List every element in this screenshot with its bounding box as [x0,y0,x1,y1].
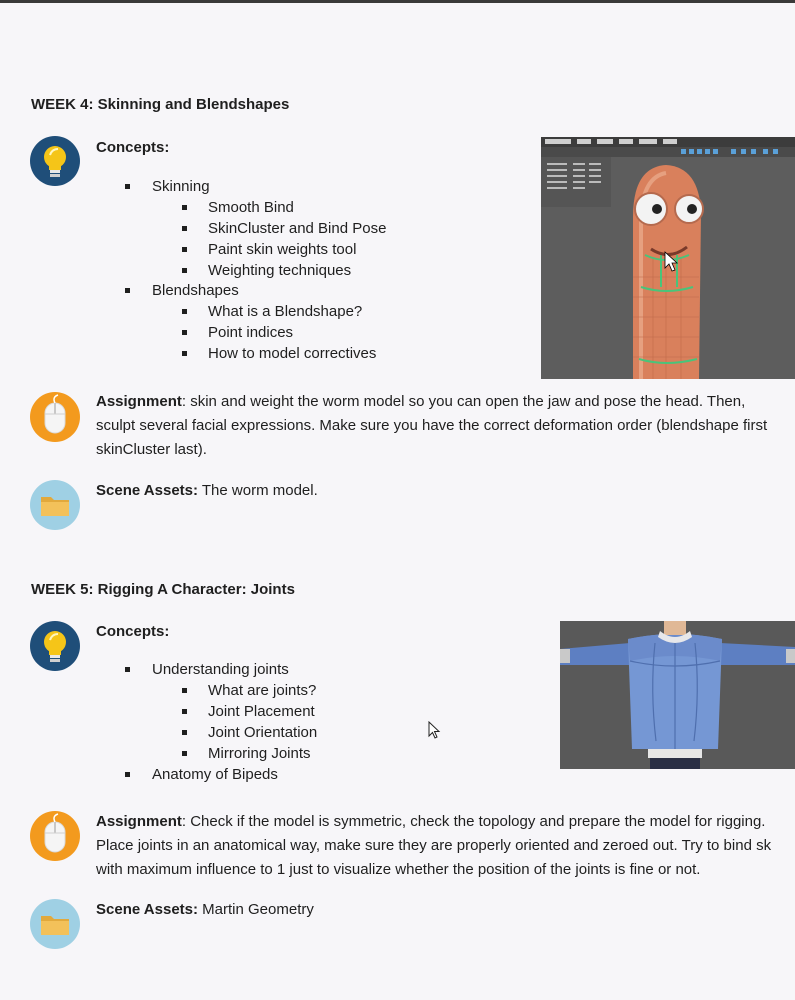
character-model-screenshot [560,621,795,769]
bullet [182,205,187,210]
mouse-pointer-icon [428,721,442,746]
week4-subitem: SkinCluster and Bind Pose [208,220,387,237]
bullet [182,330,187,335]
week5-concepts-heading: Concepts: [96,623,170,640]
bullet [182,309,187,314]
week4-subitem: Smooth Bind [208,199,294,216]
week5-title: WEEK 5: Rigging A Character: Joints [31,581,295,598]
assignment-text-line: with maximum influence to 1 just to visualize whether the position of the joints is fine or not. [96,861,701,878]
assignment-text-line: : skin and weight the worm model so you can open the jaw and pose the head. Then, [181,393,746,410]
week5-assignment [96,810,771,882]
week5-subitem: What are joints? [208,682,317,699]
week4-title: WEEK 4: Skinning and Blendshapes [31,96,290,113]
assignment-label: Assignment [96,393,182,410]
bullet [182,751,187,756]
assets-label: Scene Assets: [96,482,198,499]
week4-subitem: Point indices [208,324,294,341]
bullet [182,247,187,252]
week4-scene-assets [96,479,318,503]
week5-subitem: Joint Orientation [208,724,318,741]
bullet [125,667,130,672]
week5-subitem: Mirroring Joints [208,745,311,762]
bullet [125,772,130,777]
mouse-icon [30,392,80,442]
assignment-text-line: sculpt several facial expressions. Make sure you have the correct deformation order (blendshape first [96,417,768,434]
week5-scene-assets [96,898,314,922]
week4-subitem: Weighting techniques [208,262,352,279]
week4-assignment [96,390,767,462]
week5-subitem: Joint Placement [208,703,315,720]
week4-subitem: How to model correctives [208,345,377,362]
bullet [125,288,130,293]
assets-label: Scene Assets: [96,901,198,918]
week4-subitem: What is a Blendshape? [208,303,363,320]
assets-value: The worm model. [198,482,318,499]
assignment-text-line: skinCluster last). [96,441,207,458]
lightbulb-icon [30,136,80,186]
folder-icon [30,480,80,530]
bullet [182,688,187,693]
folder-icon [30,899,80,949]
bullet [182,709,187,714]
assignment-label: Assignment [96,813,182,830]
mouse-icon [30,811,80,861]
assignment-text-line: : Check if the model is symmetric, check the topology and prepare the model for rigging. [181,813,766,830]
week4-concepts-heading: Concepts: [96,139,170,156]
worm-model-screenshot [541,137,795,379]
window-top-border [0,0,795,3]
assets-value: Martin Geometry [198,901,314,918]
week4-item-skinning: Skinning [152,178,210,195]
bullet [182,351,187,356]
bullet [182,730,187,735]
lightbulb-icon [30,621,80,671]
bullet [182,226,187,231]
assignment-text-line: Place joints in an anatomical way, make sure they are properly oriented and zeroed out. Try to bind sk [96,837,772,854]
week5-item-anatomy-of-bipeds: Anatomy of Bipeds [152,766,278,783]
week5-item-understanding-joints: Understanding joints [152,661,289,678]
week4-item-blendshapes: Blendshapes [152,282,239,299]
bullet [125,184,130,189]
week4-subitem: Paint skin weights tool [208,241,357,258]
bullet [182,268,187,273]
